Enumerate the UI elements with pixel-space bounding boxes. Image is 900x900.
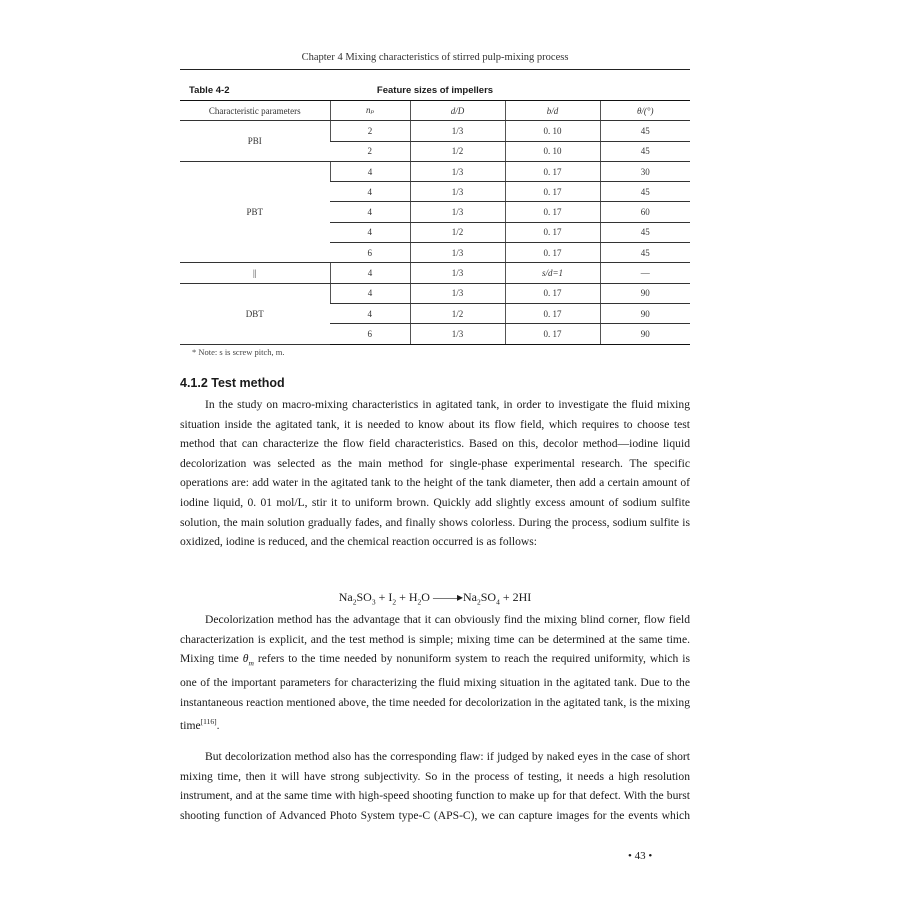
cell: 0. 17	[505, 161, 600, 181]
cell: 4	[330, 263, 410, 283]
cell: 1/3	[410, 202, 505, 222]
paragraph-1	[180, 395, 690, 552]
cell: 0. 17	[505, 182, 600, 202]
cell: 30	[600, 161, 690, 181]
cell: 2	[330, 141, 410, 161]
header-theta: θ/(°)	[600, 101, 690, 121]
group-label-pbi: PBI	[180, 121, 330, 162]
header-characteristic: Characteristic parameters	[180, 101, 330, 121]
table-row	[180, 161, 690, 181]
paragraph-1-text: In the study on macro-mixing characteristics in agitated tank, in order to investigate the fluid mixing situation inside the agitated tank, it is needed to know about its flow field, which requires to choose test method that can characterize the flow field characteristics. Based on this, decolor method—iodine liquid decolorization was selected as the main method for single-phase experimental research. The specific operations are: add water in the agitated tank to the height of the tank diameter, then add a certain amount of iodine liquid, 0. 01 mol/L, stir it to uniform brown. Quickly add slightly excess amount of sodium sulfite solution, the main solution gradually fades, and finally shows colorless. During the process, sodium sulfite is oxidized, iodine is reduced, and the chemical reaction occurred is as follows:	[180, 398, 690, 549]
impeller-feature-table	[180, 100, 690, 345]
cell: 90	[600, 303, 690, 323]
cell: 1/3	[410, 283, 505, 303]
cell: 0. 10	[505, 141, 600, 161]
cell: 0. 10	[505, 121, 600, 141]
cell: 90	[600, 283, 690, 303]
eq-part: 2	[417, 597, 422, 607]
cell: 1/3	[410, 243, 505, 263]
text-run: refers to the time needed by nonuniform system to reach the required uniformity, which is one of the important parameters for characterizing the fluid mixing situation in the agitated tank. Due to the instantaneous reaction mentioned above, the time needed for decolorization in the agitated tank, is the mixing time	[180, 652, 690, 733]
table-row	[180, 283, 690, 303]
cell: 0. 17	[505, 283, 600, 303]
table-header-row	[180, 101, 690, 121]
eq-part: + 2HI	[499, 590, 532, 604]
cell: 0. 17	[505, 303, 600, 323]
cell: s/d=1	[505, 263, 600, 283]
table-row	[180, 121, 690, 141]
group-label-ll: ||	[180, 263, 330, 283]
header-rule	[180, 69, 690, 70]
cell: 4	[330, 283, 410, 303]
eq-part: 2	[476, 597, 481, 607]
section-heading: 4.1.2 Test method	[180, 376, 285, 390]
cell: 1/3	[410, 182, 505, 202]
paragraph-2-text	[180, 610, 690, 736]
cell: 4	[330, 161, 410, 181]
text-run: .	[216, 719, 220, 733]
cell: 1/3	[410, 263, 505, 283]
cell: 1/3	[410, 161, 505, 181]
cell: 6	[330, 324, 410, 344]
cell: 0. 17	[505, 324, 600, 344]
cell: 0. 17	[505, 202, 600, 222]
cell: 45	[600, 222, 690, 242]
header-np: nₚ	[330, 101, 410, 121]
table-row	[180, 263, 690, 283]
page-number: • 43 •	[628, 850, 653, 862]
citation: [116]	[200, 717, 217, 727]
cell: 0. 17	[505, 243, 600, 263]
paragraph-3-text: But decolorization method also has the corresponding flaw: if judged by naked eyes in the case of short mixing time, then it will have strong subjectivity. So in the process of testing, it needs a high resolution instrument, and at the same time with high-speed shooting function to make up for that defect. With the burst shooting function of Advanced Photo System type-C (APS-C), we can capture images for the events which	[180, 750, 690, 822]
table-caption	[180, 85, 690, 99]
cell: 1/2	[410, 222, 505, 242]
cell: 45	[600, 182, 690, 202]
cell: 90	[600, 324, 690, 344]
group-label-dbt: DBT	[180, 283, 330, 344]
running-head: Chapter 4 Mixing characteristics of stirred pulp-mixing process	[301, 52, 569, 63]
cell: 6	[330, 243, 410, 263]
cell: 45	[600, 141, 690, 161]
reaction-arrow: ——▸	[432, 590, 463, 604]
cell: 2	[330, 121, 410, 141]
header-d-over-D: d/D	[410, 101, 505, 121]
eq-part: + I	[375, 590, 393, 604]
eq-part: 2	[352, 597, 357, 607]
eq-part: Na	[338, 590, 353, 604]
table-note: * Note: s is screw pitch, m.	[192, 347, 285, 357]
eq-part: SO	[480, 590, 497, 604]
paragraph-2	[180, 610, 690, 736]
eq-part: 2	[392, 597, 397, 607]
header-b-over-d: b/d	[505, 101, 600, 121]
paragraph-3	[180, 747, 690, 825]
chemical-equation	[180, 590, 690, 606]
cell: 45	[600, 121, 690, 141]
cell: 60	[600, 202, 690, 222]
cell: 1/2	[410, 303, 505, 323]
cell: 1/3	[410, 121, 505, 141]
cell: 1/3	[410, 324, 505, 344]
eq-part: SO	[356, 590, 372, 604]
theta-symbol: θ	[242, 652, 249, 666]
eq-part: 3	[371, 597, 376, 607]
cell: 1/2	[410, 141, 505, 161]
eq-part: 4	[496, 597, 500, 607]
table-number: Table 4-2	[189, 85, 230, 96]
cell: 4	[330, 222, 410, 242]
cell: 4	[330, 182, 410, 202]
cell: 45	[600, 243, 690, 263]
text-run: Decolorization method has the advantage that it can obviously find the mixing blind corner, flow field characterization is explicit, and the test method is simple; mixing time can be determined at the same time. Mixing time	[180, 613, 690, 666]
cell: —	[600, 263, 690, 283]
cell: 0. 17	[505, 222, 600, 242]
group-label-pbt: PBT	[180, 161, 330, 262]
theta-subscript: m	[248, 658, 254, 668]
table-title: Feature sizes of impellers	[376, 85, 494, 96]
cell: 4	[330, 303, 410, 323]
eq-part: Na	[462, 590, 477, 604]
eq-part: O	[421, 590, 433, 604]
cell: 4	[330, 202, 410, 222]
eq-part: + H	[396, 590, 418, 604]
